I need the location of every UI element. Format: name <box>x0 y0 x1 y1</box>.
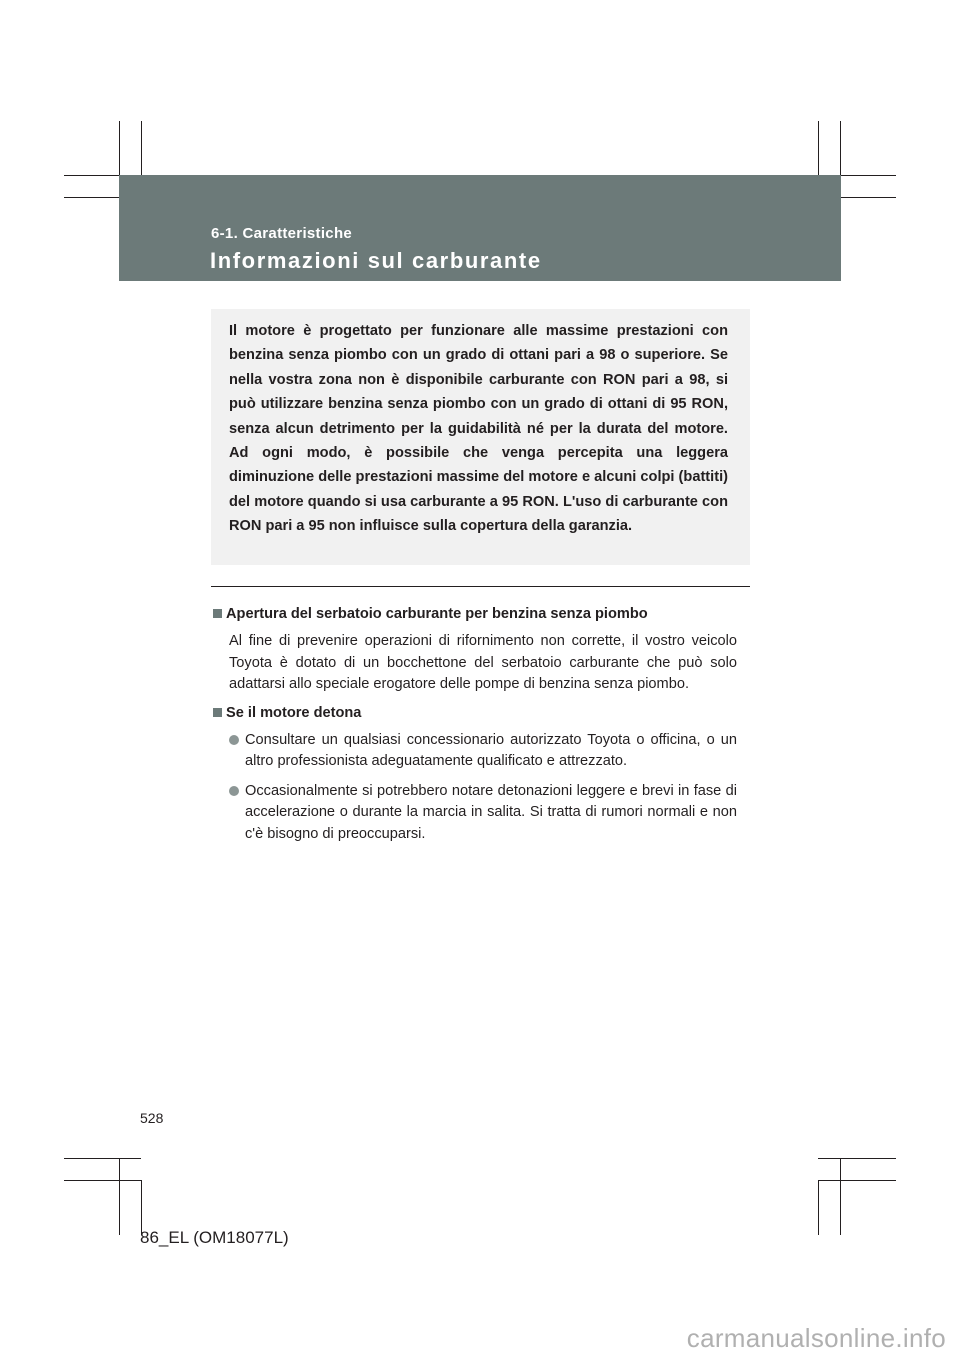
list-item-text: Consultare un qualsiasi concessionario autorizzato Toyota o officina, o un altro professionista adeguatamente qualificato e attrezzato. <box>245 732 737 770</box>
section-paragraph: Al fine di prevenire operazioni di rifornimento non corrette, il vostro veicolo Toyota è dotato di un bocchettone del serbatoio carburante che può solo adattarsi allo speciale erogatore delle pompe di benzina senza piombo. <box>229 633 737 693</box>
list-item <box>229 730 737 773</box>
crop-mark <box>818 1158 896 1159</box>
watermark: carmanualsonline.info <box>686 1323 946 1353</box>
list-item-text: Occasionalmente si potrebbero notare detonazioni leggere e brevi in fase di accelerazione o durante la marcia in salita. Si tratta di rumori normali e non c'è bisogno di preoccuparsi. <box>245 782 737 842</box>
page-title: Informazioni sul carburante <box>210 248 542 273</box>
crop-mark <box>141 1180 142 1235</box>
section-heading <box>213 703 737 724</box>
square-icon <box>213 609 222 618</box>
dot-icon <box>229 735 239 745</box>
crop-mark <box>64 1158 141 1159</box>
crop-mark <box>64 1180 141 1181</box>
section-heading-text: Se il motore detona <box>226 704 362 721</box>
intro-text: Il motore è progettato per funzionare alle massime prestazioni con benzina senza piombo con un grado di ottani pari a 98 o superiore. Se nella vostra zona non è disponibile carburante con RON pari a 98, si può utilizzare benzina senza piombo con un grado di ottani di 95 RON, senza alcun detrimento per la guidabilità né per la durata del motore. Ad ogni modo, è possibile che venga percepita una leggera diminuzione delle prestazioni massime del motore e alcuni colpi (battiti) del motore quando si usa carburante a 95 RON. L'uso di carburante con RON pari a 95 non influisce sulla copertura della garanzia. <box>229 323 728 535</box>
page-number: 528 <box>140 1110 164 1126</box>
square-icon <box>213 708 222 717</box>
content <box>213 604 737 853</box>
intro-box <box>211 309 750 565</box>
section-heading <box>213 604 737 625</box>
crop-mark <box>818 1180 896 1181</box>
section-label: 6-1. Caratteristiche <box>211 225 353 242</box>
list-item <box>229 781 737 845</box>
crop-mark <box>818 1180 819 1235</box>
section-heading-text: Apertura del serbatoio carburante per benzina senza piombo <box>226 606 648 622</box>
crop-mark <box>119 1158 120 1235</box>
document-code: 86_EL (OM18077L) <box>140 1228 289 1247</box>
section-divider <box>211 586 750 587</box>
dot-icon <box>229 786 239 796</box>
crop-mark <box>840 1158 841 1235</box>
